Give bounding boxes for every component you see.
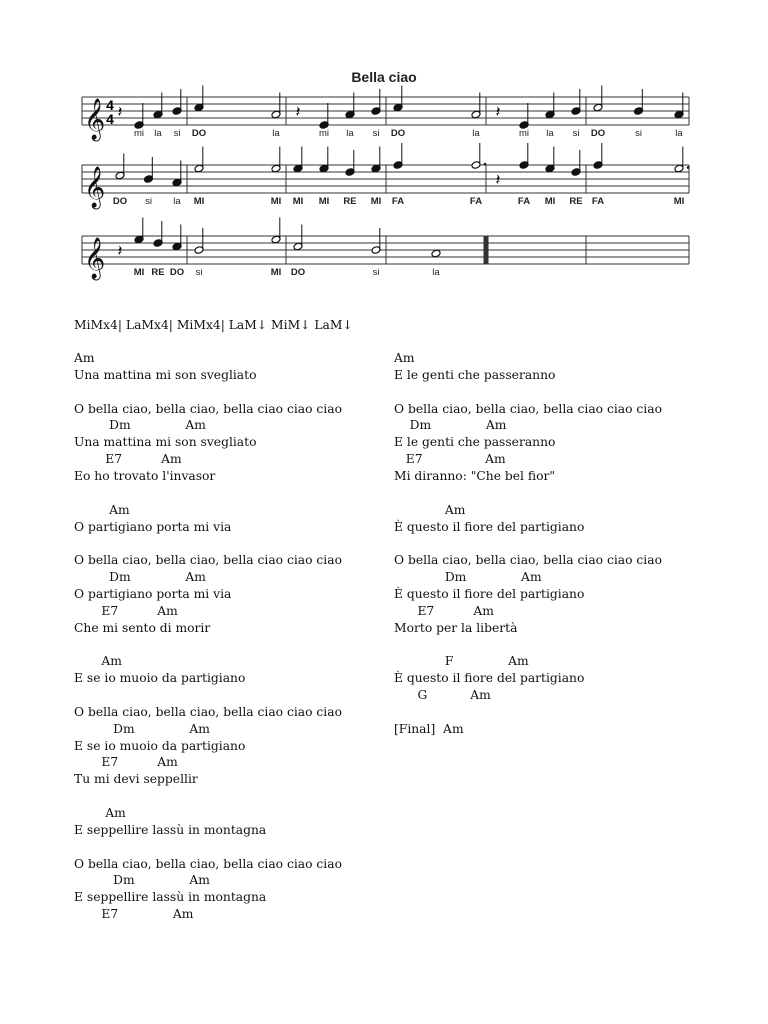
lyric-line: E se io muoio da partigiano	[74, 738, 246, 753]
lyric-line: Dm Am	[74, 570, 206, 585]
treble-clef: 𝄞	[84, 167, 106, 208]
solfege-syllable: MI	[673, 196, 685, 207]
solfege-syllable: DO	[390, 128, 406, 139]
solfege-syllable: si	[195, 267, 203, 278]
lyric-line: Morto per la libertà	[394, 620, 518, 635]
solfege-syllable: MI	[193, 196, 205, 207]
solfege-syllable: FA	[391, 196, 405, 207]
solfege-syllable: la	[472, 128, 480, 139]
lyric-line: È questo il fiore del partigiano	[394, 519, 585, 534]
lyric-line: Eo ho trovato l'invasor	[74, 468, 216, 483]
lyric-line: Che mi sento di morir	[74, 620, 211, 635]
music-score	[0, 0, 768, 300]
lyric-line: E le genti che passeranno	[394, 367, 556, 382]
treble-clef: 𝄞	[84, 99, 106, 140]
solfege-syllable: mi	[133, 128, 145, 139]
solfege-syllable: MI	[292, 196, 304, 207]
lyric-line: Una mattina mi son svegliato	[74, 367, 257, 382]
lyric-line: E7 Am	[74, 452, 182, 467]
lyric-line: F Am	[394, 654, 529, 669]
solfege-syllable: MI	[133, 267, 145, 278]
solfege-syllable: mi	[518, 128, 530, 139]
lyric-line: Dm Am	[74, 418, 206, 433]
solfege-syllable: si	[145, 196, 152, 207]
treble-clef: 𝄞	[84, 238, 106, 279]
solfege-syllable: MI	[270, 267, 282, 278]
lyric-line: Am	[74, 502, 130, 517]
lyric-line: G Am	[394, 688, 491, 702]
lyric-line: O bella ciao, bella ciao, bella ciao ciao ciao	[74, 856, 342, 871]
lyric-line: Am	[394, 351, 415, 365]
lyric-line: Am	[394, 502, 466, 517]
lyric-line: Tu mi devi seppellir	[74, 772, 198, 787]
lyric-line: È questo il fiore del partigiano	[394, 586, 585, 601]
lyric-line: È questo il fiore del partigiano	[394, 671, 585, 686]
lyric-line: O partigiano porta mi via	[74, 519, 232, 534]
solfege-syllable: MI	[318, 196, 330, 207]
solfege-syllable: FA	[591, 196, 605, 207]
solfege-syllable: RE	[569, 196, 583, 207]
quarter-rest: 𝄽	[495, 102, 501, 121]
solfege-syllable: la	[154, 128, 162, 139]
lyric-line: Am	[74, 805, 126, 820]
lyric-line: O bella ciao, bella ciao, bella ciao ciao ciao	[394, 553, 662, 568]
lyric-line: E seppellire lassù in montagna	[74, 890, 267, 905]
lyric-line: [Final] Am	[394, 721, 464, 736]
solfege-syllable: la	[546, 128, 554, 139]
solfege-syllable: la	[432, 267, 440, 278]
lyric-line: Dm Am	[394, 418, 507, 433]
solfege-syllable: si	[372, 128, 380, 139]
lyric-line: O bella ciao, bella ciao, bella ciao ciao ciao	[74, 704, 342, 719]
lyric-line: Am	[74, 351, 95, 365]
lyric-line: E seppellire lassù in montagna	[74, 822, 267, 837]
lyric-line: Dm Am	[74, 721, 210, 736]
solfege-syllable: si	[572, 128, 580, 139]
solfege-syllable: MI	[270, 196, 282, 207]
lyric-line: E7 Am	[394, 452, 506, 467]
solfege-syllable: FA	[469, 196, 483, 207]
lyric-line: Dm Am	[74, 873, 210, 888]
lyric-line: E se io muoio da partigiano	[74, 671, 246, 686]
solfege-syllable: la	[272, 128, 280, 139]
solfege-syllable: MI	[544, 196, 556, 207]
note-head	[431, 249, 441, 258]
lyric-line: O bella ciao, bella ciao, bella ciao ciao ciao	[74, 553, 342, 568]
chord-intro-line: MiMx4| LaMx4| MiMx4| LaM↓ MiM↓ LaM↓	[74, 318, 353, 332]
lyric-line: Mi diranno: "Che bel fior"	[394, 468, 556, 483]
solfege-syllable: mi	[318, 128, 330, 139]
solfege-syllable: la	[675, 128, 683, 139]
lyric-line: O bella ciao, bella ciao, bella ciao ciao ciao	[74, 401, 342, 416]
solfege-syllable: si	[173, 128, 181, 139]
lyric-line: Una mattina mi son svegliato	[74, 435, 257, 450]
time-signature-bottom: 4	[106, 111, 114, 127]
solfege-syllable: RE	[343, 196, 357, 207]
solfege-syllable: RE	[151, 267, 165, 278]
lyric-line: E7 Am	[74, 603, 178, 618]
solfege-syllable: DO	[290, 267, 306, 278]
quarter-rest: 𝄽	[117, 102, 123, 121]
solfege-syllable: la	[346, 128, 354, 139]
solfege-syllable: la	[173, 196, 181, 207]
augmentation-dot	[484, 163, 487, 166]
solfege-syllable: si	[635, 128, 642, 139]
augmentation-dot	[687, 166, 690, 169]
lyric-line: E7 Am	[74, 907, 194, 922]
quarter-rest: 𝄽	[295, 102, 301, 121]
lyric-line: Am	[74, 654, 122, 669]
lyric-line: O partigiano porta mi via	[74, 586, 232, 601]
solfege-syllable: DO	[169, 267, 185, 278]
solfege-syllable: DO	[590, 128, 606, 139]
solfege-syllable: DO	[112, 196, 128, 207]
solfege-syllable: MI	[370, 196, 382, 207]
quarter-rest: 𝄽	[117, 241, 123, 260]
quarter-rest: 𝄽	[495, 170, 501, 189]
lyric-line: O bella ciao, bella ciao, bella ciao ciao ciao	[394, 401, 662, 416]
song-title: Bella ciao	[351, 69, 417, 85]
solfege-syllable: DO	[191, 128, 207, 139]
time-signature-top: 4	[106, 97, 114, 113]
solfege-syllable: si	[372, 267, 380, 278]
lyric-line: E le genti che passeranno	[394, 435, 556, 450]
lyric-line: E7 Am	[74, 755, 178, 770]
lyric-line: Dm Am	[394, 570, 542, 585]
solfege-syllable: FA	[517, 196, 531, 207]
lyric-line: E7 Am	[394, 603, 494, 618]
